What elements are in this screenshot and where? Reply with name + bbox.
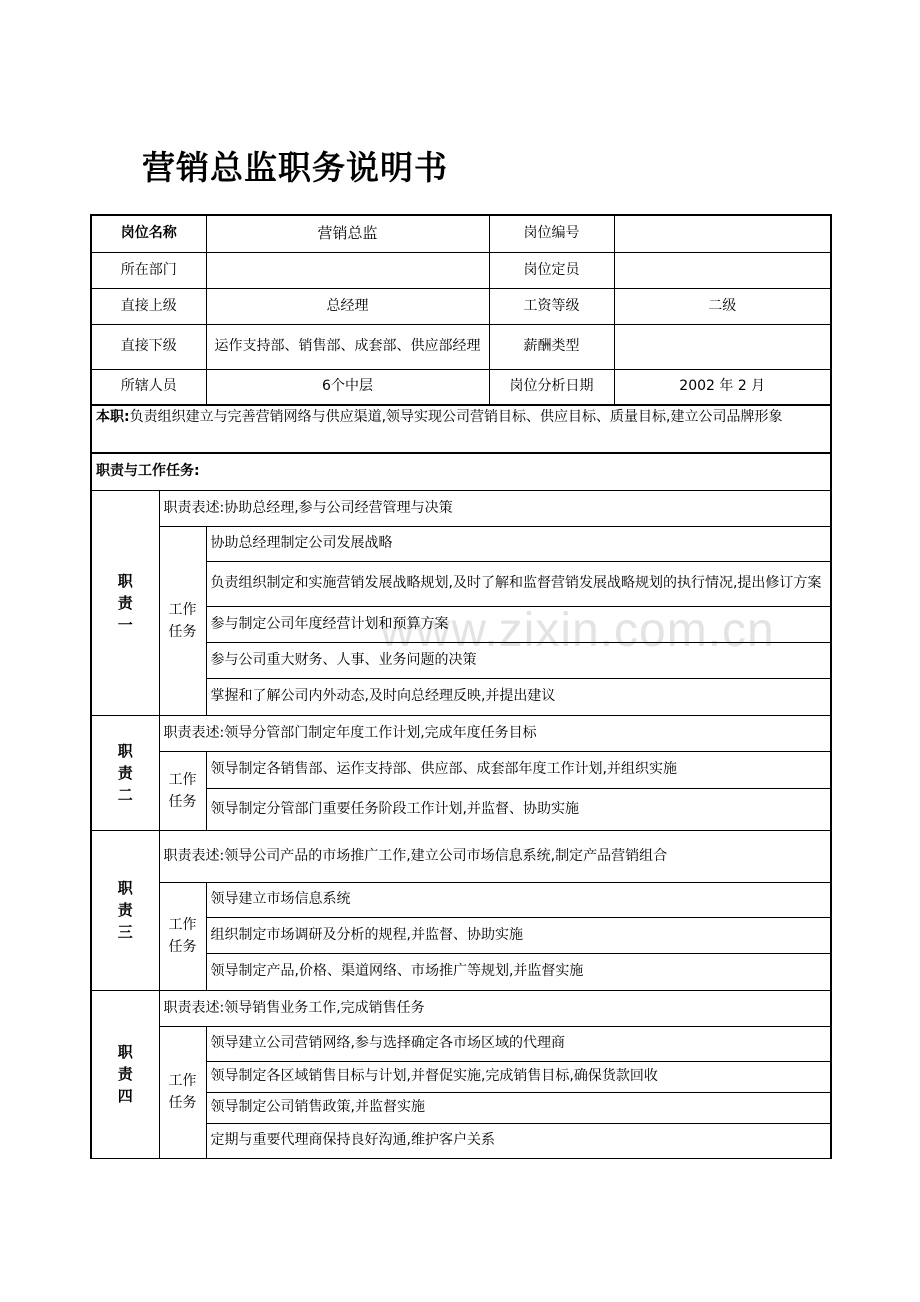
duty-3-statement-row [91, 830, 831, 882]
task-row [91, 1026, 831, 1061]
stacked-char: 责 [117, 593, 133, 612]
stacked-char: 责 [117, 901, 133, 919]
direct-superior-value: 总经理 [206, 288, 489, 324]
duties-heading-row [91, 453, 831, 490]
duty-1-task-2: 负责组织制定和实施营销发展战略规划,及时了解和监督营销发展战略规划的执行情况,提出修订方案 [206, 561, 831, 606]
page-title: 营销总监职务说明书 [142, 148, 448, 187]
duty-3-statement: 职责表述:领导公司产品的市场推广工作,建立公司市场信息系统,制定产品营销组合 [159, 830, 831, 882]
stacked-char: 任务 [168, 1095, 197, 1111]
headcount-value [614, 252, 831, 288]
duty-3-task-label [159, 882, 206, 990]
position-code-value [614, 215, 831, 252]
task-row [91, 882, 831, 917]
department-label: 所在部门 [91, 252, 206, 288]
duty-2-statement-row [91, 715, 831, 751]
headcount-label: 岗位定员 [489, 252, 614, 288]
duty-3-task-2: 组织制定市场调研及分析的规程,并监督、协助实施 [206, 917, 831, 953]
duty-2-task-1: 领导制定各销售部、运作支持部、供应部、成套部年度工作计划,并组织实施 [206, 751, 831, 788]
duty-4-label [91, 990, 159, 1158]
duty-4-task-4: 定期与重要代理商保持良好沟通,维护客户关系 [206, 1123, 831, 1158]
stacked-char: 任务 [168, 793, 197, 810]
summary-text: 负责组织建立与完善营销网络与供应渠道,领导实现公司营销目标、供应目标、质量目标,建立公司品牌形象 [129, 409, 783, 425]
department-value [206, 252, 489, 288]
analysis-date-value: 2002 年 2 月 [614, 369, 831, 405]
staff-value: 6个中层 [206, 369, 489, 405]
duties-heading: 职责与工作任务: [91, 453, 831, 490]
stacked-char: 任务 [168, 623, 197, 640]
stacked-char: 责 [117, 763, 133, 782]
stacked-char: 职 [117, 879, 133, 897]
task-row [91, 526, 831, 561]
info-row-4 [91, 324, 831, 369]
position-name-label: 岗位名称 [91, 215, 206, 252]
duty-4-statement: 职责表述:领导销售业务工作,完成销售任务 [159, 990, 831, 1026]
duty-3-task-3: 领导制定产品,价格、渠道网络、市场推广等规划,并监督实施 [206, 953, 831, 990]
stacked-char: 责 [117, 1065, 133, 1083]
watermark: www.zixin.com.cn [380, 604, 775, 657]
job-description-table [90, 214, 830, 1159]
direct-superior-label: 直接上级 [91, 288, 206, 324]
direct-subordinate-label: 直接下级 [91, 324, 206, 369]
stacked-char: 工作 [168, 1073, 197, 1089]
stacked-char: 四 [117, 1087, 133, 1105]
stacked-char: 三 [117, 923, 133, 941]
summary-row [91, 405, 831, 453]
info-row-1 [91, 215, 831, 252]
summary-label: 本职: [96, 409, 130, 425]
pay-type-label: 薪酬类型 [489, 324, 614, 369]
stacked-char: 任务 [168, 939, 197, 955]
duty-4-task-label [159, 1026, 206, 1158]
duty-1-task-label [159, 526, 206, 715]
direct-subordinate-value: 运作支持部、销售部、成套部、供应部经理 [206, 324, 489, 369]
duty-2-task-2: 领导制定分管部门重要任务阶段工作计划,并监督、协助实施 [206, 788, 831, 830]
stacked-char: 职 [117, 1043, 133, 1061]
duty-2-statement: 职责表述:领导分管部门制定年度工作计划,完成年度任务目标 [159, 715, 831, 751]
duty-1-statement-row [91, 490, 831, 526]
stacked-char: 职 [117, 571, 133, 590]
analysis-date-label: 岗位分析日期 [489, 369, 614, 405]
duty-1-statement: 职责表述:协助总经理,参与公司经营管理与决策 [159, 490, 831, 526]
stacked-char: 工作 [168, 771, 197, 788]
stacked-char: 工作 [168, 917, 197, 933]
duty-1-task-3: 参与制定公司年度经营计划和预算方案 [206, 606, 831, 642]
info-row-3 [91, 288, 831, 324]
pay-type-value [614, 324, 831, 369]
duty-3-label [91, 830, 159, 990]
duty-2-label [91, 715, 159, 830]
duty-1-task-5: 掌握和了解公司内外动态,及时向总经理反映,并提出建议 [206, 678, 831, 715]
duty-1-task-4: 参与公司重大财务、人事、业务问题的决策 [206, 642, 831, 678]
stacked-char: 工作 [168, 601, 197, 618]
duty-1-label [91, 490, 159, 715]
info-row-5 [91, 369, 831, 405]
salary-grade-label: 工资等级 [489, 288, 614, 324]
info-row-2 [91, 252, 831, 288]
stacked-char: 二 [117, 785, 133, 804]
position-name-value: 营销总监 [206, 215, 489, 252]
staff-label: 所辖人员 [91, 369, 206, 405]
summary-cell [91, 405, 831, 453]
duty-4-task-1: 领导建立公司营销网络,参与选择确定各市场区域的代理商 [206, 1026, 831, 1061]
task-row [91, 751, 831, 788]
salary-grade-value: 二级 [614, 288, 831, 324]
duty-2-task-label [159, 751, 206, 830]
duty-4-task-3: 领导制定公司销售政策,并监督实施 [206, 1092, 831, 1123]
duty-1-task-1: 协助总经理制定公司发展战略 [206, 526, 831, 561]
duty-4-statement-row [91, 990, 831, 1026]
stacked-char: 一 [117, 615, 133, 634]
stacked-char: 职 [117, 741, 133, 760]
position-code-label: 岗位编号 [489, 215, 614, 252]
duty-3-task-1: 领导建立市场信息系统 [206, 882, 831, 917]
duty-4-task-2: 领导制定各区域销售目标与计划,并督促实施,完成销售目标,确保货款回收 [206, 1061, 831, 1092]
